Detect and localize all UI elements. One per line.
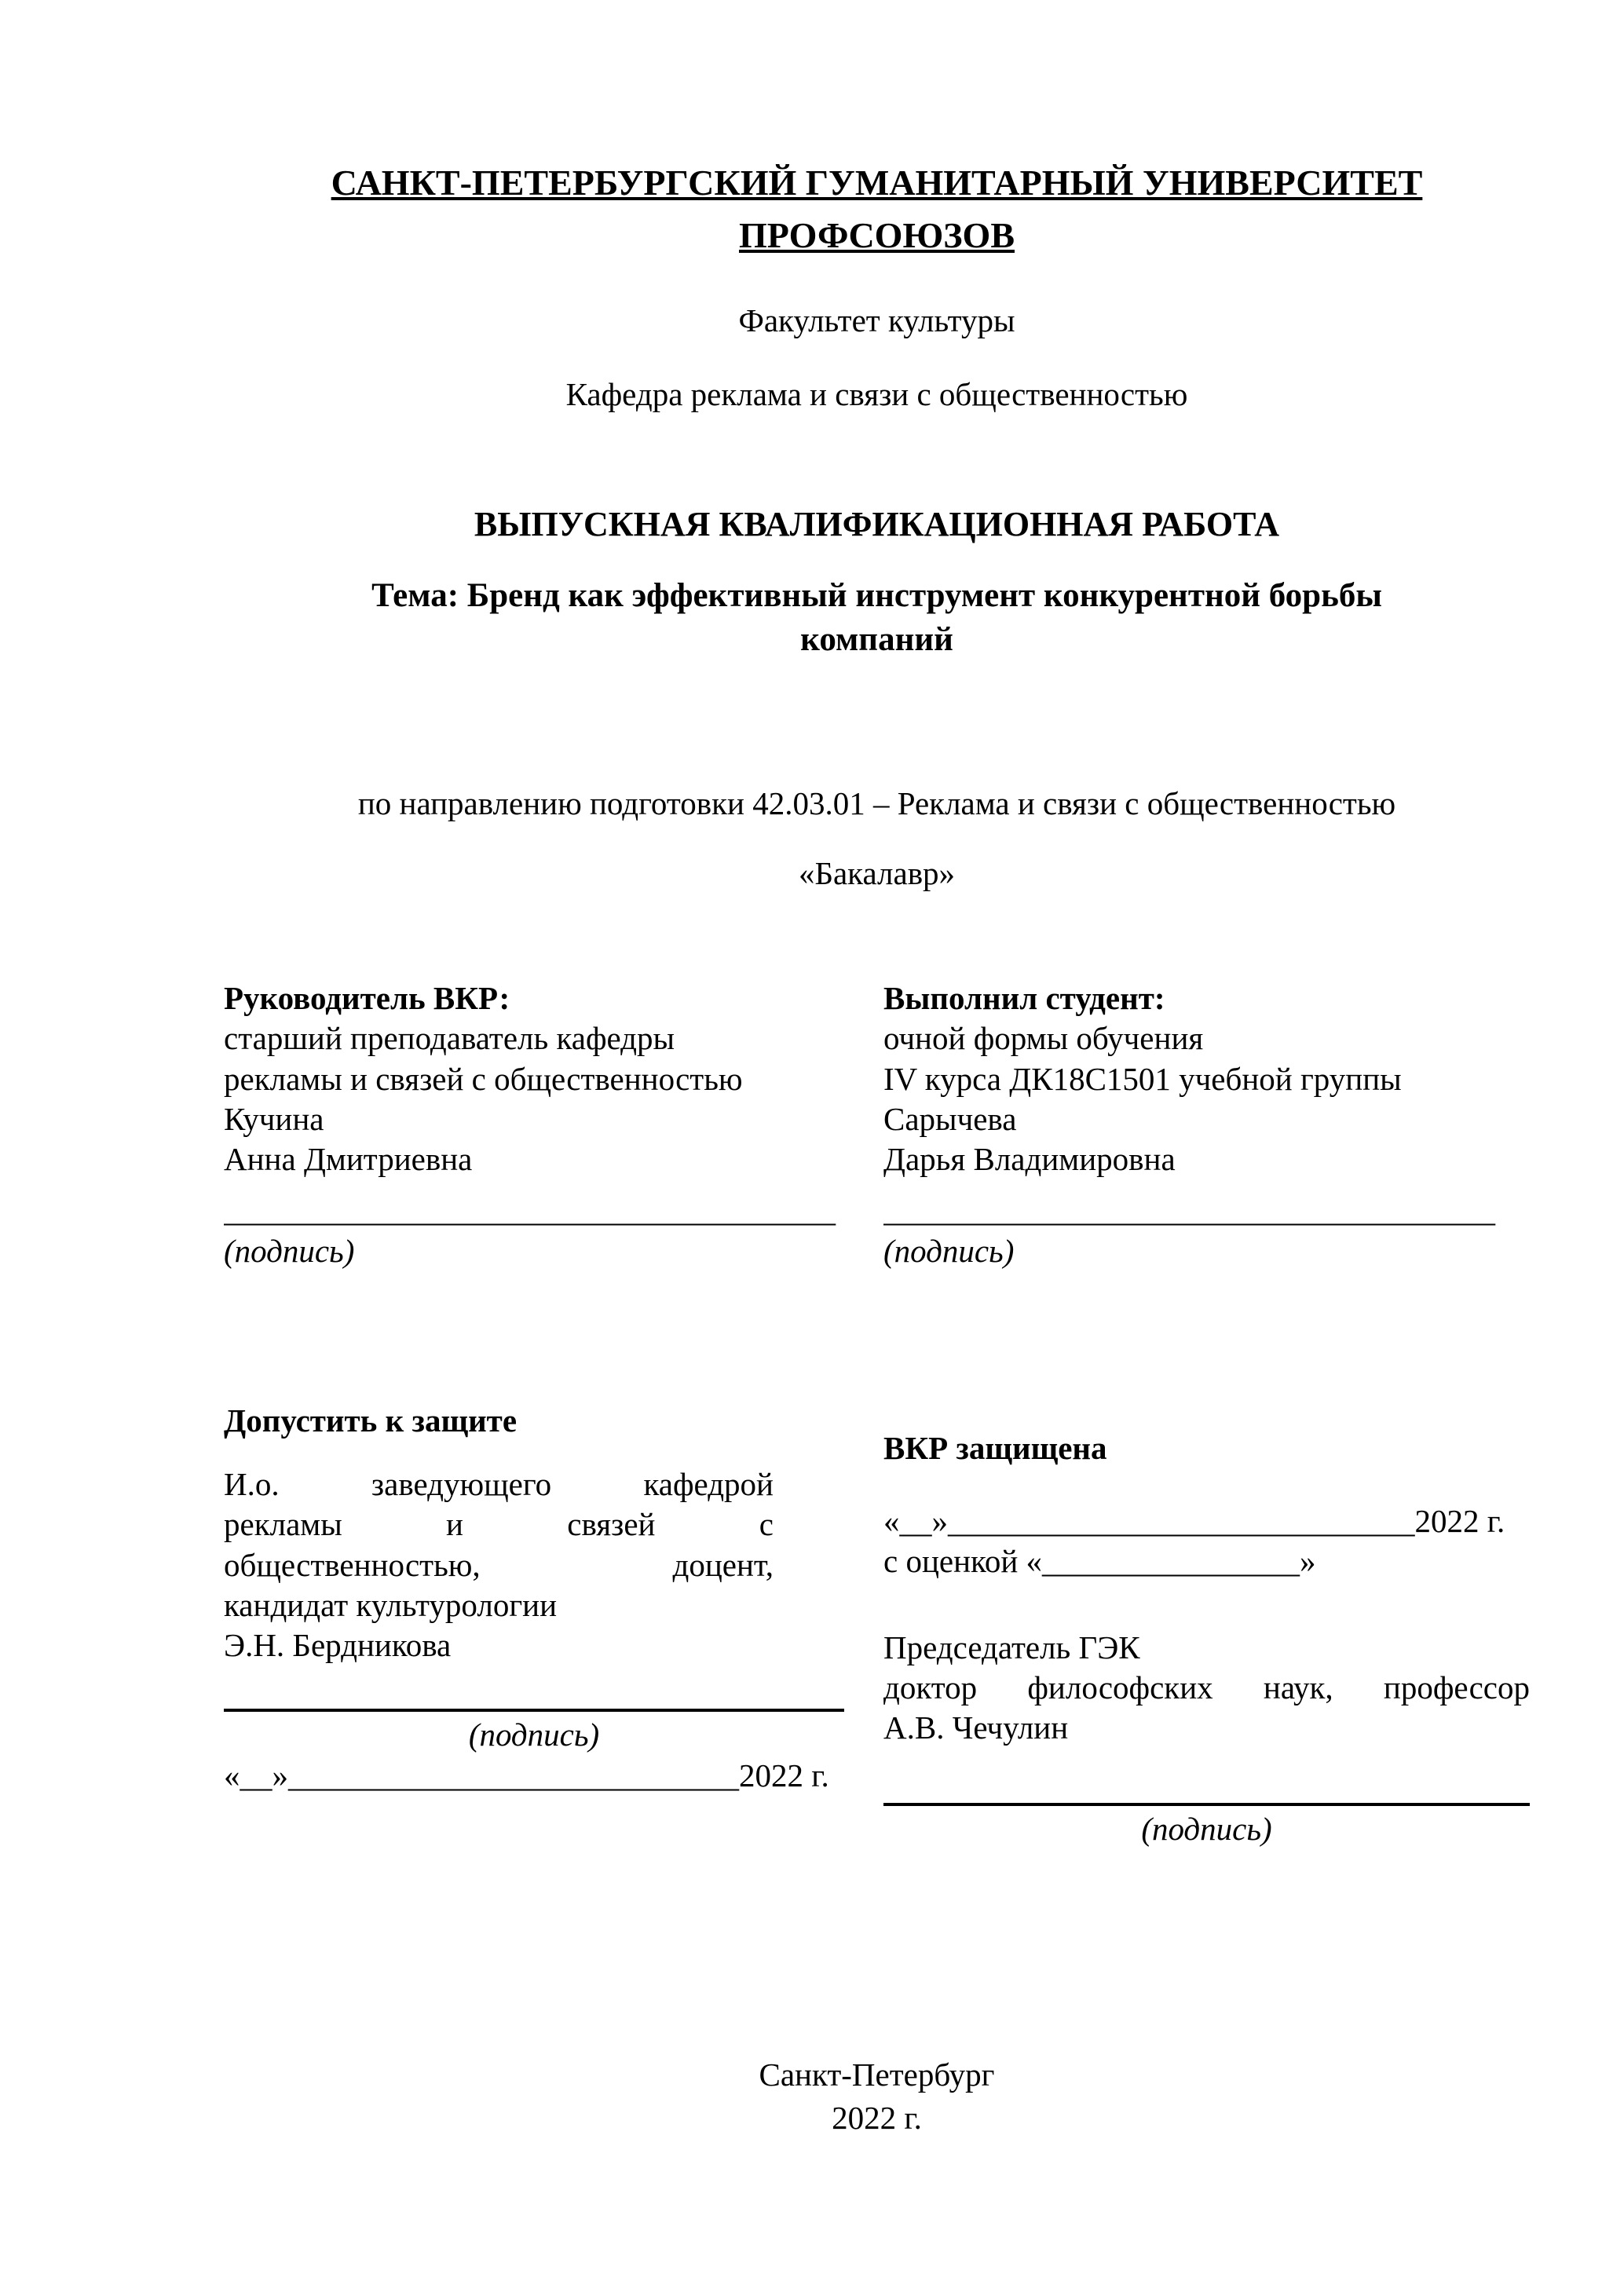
admission-date-line: «__»____________________________2022 г. <box>224 1757 829 1793</box>
footer <box>224 2053 1530 2141</box>
admission-text-line: рекламы и связей с <box>224 1506 774 1543</box>
defense-signature-caption: (подпись) <box>1141 1811 1272 1848</box>
supervisor-position-line: старший преподаватель кафедры <box>224 1020 675 1057</box>
admission-text-line: общественностью, доцент, <box>224 1546 774 1583</box>
student-study-form: очной формы обучения <box>883 1020 1204 1057</box>
supervisor-position-line: рекламы и связей с общественностью <box>224 1060 743 1097</box>
admission-text-line: И.о. заведующего кафедрой <box>224 1466 774 1503</box>
university-name-line1: САНКТ-ПЕТЕРБУРГСКИЙ ГУМАНИТАРНЫЙ УНИВЕРСИТЕТ <box>331 163 1423 203</box>
supervisor-name: Анна Дмитриевна <box>224 1141 473 1178</box>
admission-signatory-name: Э.Н. Бердникова <box>224 1627 452 1664</box>
admission-title: Допустить к защите <box>224 1402 518 1439</box>
admission-block <box>224 1401 844 1850</box>
defense-grade-line: с оценкой «________________» <box>883 1543 1316 1580</box>
student-name: Дарья Владимировна <box>883 1141 1176 1178</box>
admission-text <box>224 1464 774 1665</box>
student-signature-caption: (подпись) <box>883 1232 1015 1269</box>
supervisor-label: Руководитель ВКР: <box>224 980 510 1017</box>
work-type-heading: ВЫПУСКНАЯ КВАЛИФИКАЦИОННАЯ РАБОТА <box>474 504 1280 543</box>
thesis-topic-line2: компаний <box>800 620 953 658</box>
defense-date-line: «__»_____________________________2022 г. <box>883 1503 1505 1540</box>
student-label: Выполнил студент: <box>883 980 1165 1017</box>
student-surname: Сарычева <box>883 1100 1017 1137</box>
admission-text-line: кандидат культурологии <box>224 1586 558 1623</box>
university-name <box>224 157 1530 261</box>
supervisor-signature-caption: (подпись) <box>224 1232 355 1269</box>
admission-signature-caption: (подпись) <box>468 1717 600 1753</box>
chairman-name: А.В. Чечулин <box>883 1709 1069 1746</box>
defense-title: ВКР защищена <box>883 1429 1107 1466</box>
chairman-degree: доктор философских наук, профессор <box>883 1669 1530 1706</box>
signatories-section <box>224 978 1530 1271</box>
student-block <box>883 978 1530 1271</box>
supervisor-surname: Кучина <box>224 1100 324 1137</box>
university-name-line2: ПРОФСОЮЗОВ <box>739 214 1015 255</box>
chairman-title: Председатель ГЭК <box>883 1629 1140 1665</box>
supervisor-signature-line: ______________________________________ <box>224 1192 836 1229</box>
thesis-topic-line1: Тема: Бренд как эффективный инструмент конкурентной борьбы <box>371 576 1382 614</box>
supervisor-block <box>224 978 836 1271</box>
thesis-topic <box>224 574 1530 662</box>
student-group: IV курса ДК18С1501 учебной группы <box>883 1060 1402 1097</box>
department-name: Кафедра реклама и связи с общественностью <box>565 375 1188 412</box>
degree-level: «Бакалавр» <box>798 854 956 891</box>
footer-year: 2022 г. <box>832 2100 922 2137</box>
defense-block <box>883 1428 1530 1850</box>
faculty-name: Факультет культуры <box>738 302 1015 339</box>
approval-section <box>224 1401 1530 1850</box>
footer-city: Санкт-Петербург <box>759 2057 995 2093</box>
admission-signature-rule <box>224 1709 844 1712</box>
student-signature-line: ______________________________________ <box>883 1192 1495 1229</box>
defense-signature-rule <box>883 1803 1530 1806</box>
study-direction: по направлению подготовки 42.03.01 – Реклама и связи с общественностью <box>357 784 1396 821</box>
